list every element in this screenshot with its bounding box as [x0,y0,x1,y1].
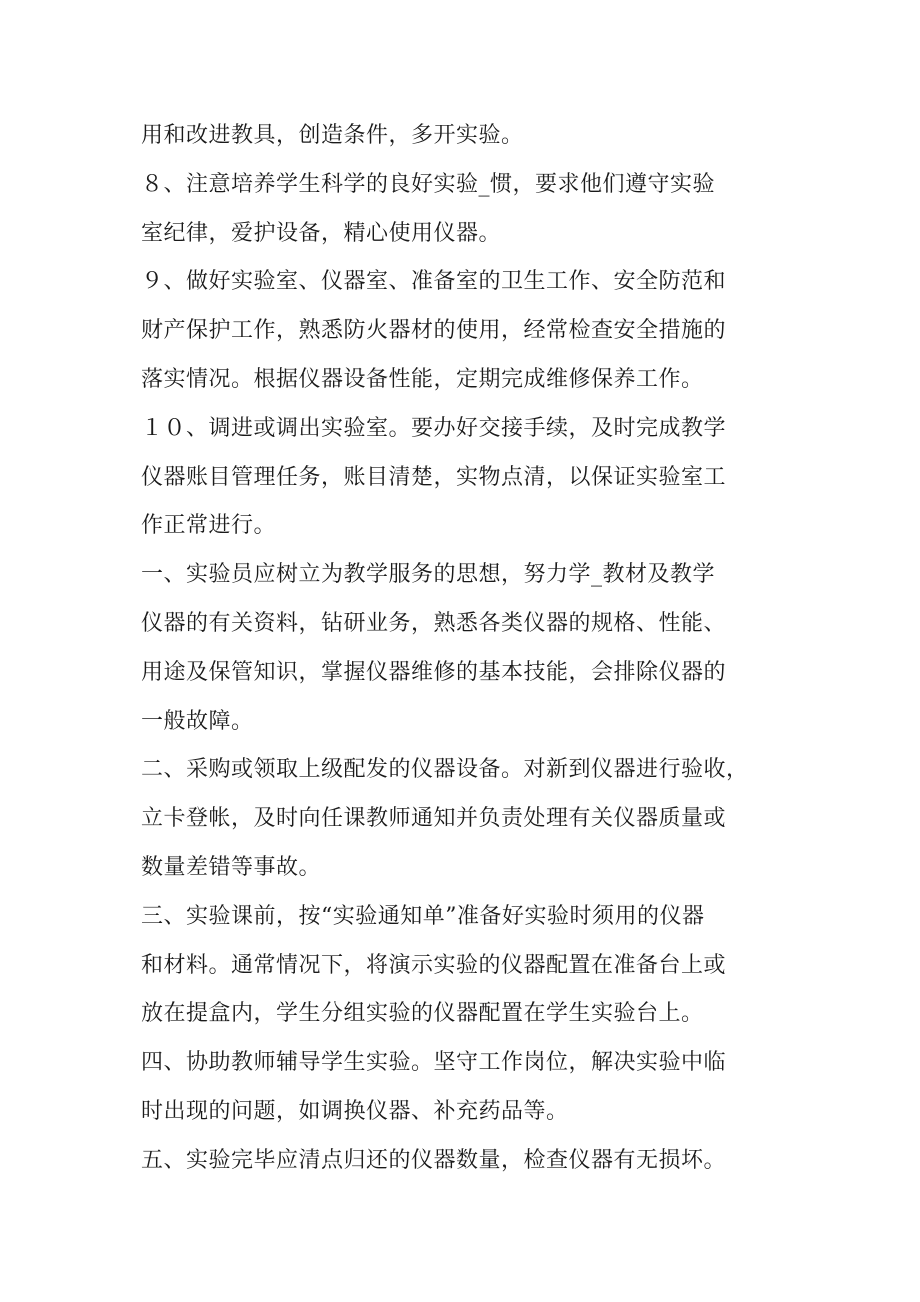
text-line: 仪器账目管理任务，账目清楚，实物点清，以保证实验室工 [141,464,727,490]
text-line: 一般故障。 [141,708,254,734]
text-line: 二、采购或领取上级配发的仪器设备。对新到仪器进行验收， [141,757,749,783]
text-line: 财产保护工作，熟悉防火器材的使用，经常检查安全措施的 [141,318,727,344]
text-line: 四、协助教师辅导学生实验。坚守工作岗位，解决实验中临 [141,1050,727,1076]
text-line: 作正常进行。 [141,513,277,539]
text-line: 落实情况。根据仪器设备性能，定期完成维修保养工作。 [141,366,704,392]
text-line: 用和改进教具，创造条件，多开实验。 [141,123,524,148]
text-line: ８、注意培养学生科学的良好实验_惯，要求他们遵守实验 [141,171,716,197]
text-line: 仪器的有关资料，钻研业务，熟悉各类仪器的规格、性能、 [141,610,727,636]
text-line: 一、实验员应树立为教学服务的思想，努力学_教材及教学 [141,562,716,588]
text-line: 立卡登帐，及时向任课教师通知并负责处理有关仪器质量或 [141,806,727,832]
text-line: １０、调进或调出实验室。要办好交接手续，及时完成教学 [141,415,727,441]
text-line: 室纪律，爱护设备，精心使用仪器。 [141,220,502,246]
text-line: 和材料。通常情况下，将演示实验的仪器配置在准备台上或 [141,952,727,978]
text-line: 放在提盒内，学生分组实验的仪器配置在学生实验台上。 [141,1001,704,1027]
text-line: 时出现的问题，如调换仪器、补充药品等。 [141,1098,569,1124]
text-line: 五、实验完毕应清点归还的仪器数量，检查仪器有无损坏。 [141,1147,727,1173]
text-line: ９、做好实验室、仪器室、准备室的卫生工作、安全防范和 [141,269,727,295]
document-body [141,112,801,1186]
text-line: 数量差错等事故。 [141,854,322,880]
text-line: 用途及保管知识，掌握仪器维修的基本技能，会排除仪器的 [141,659,727,685]
text-line: 三、实验课前，按“实验通知单”准备好实验时须用的仪器 [141,903,705,929]
